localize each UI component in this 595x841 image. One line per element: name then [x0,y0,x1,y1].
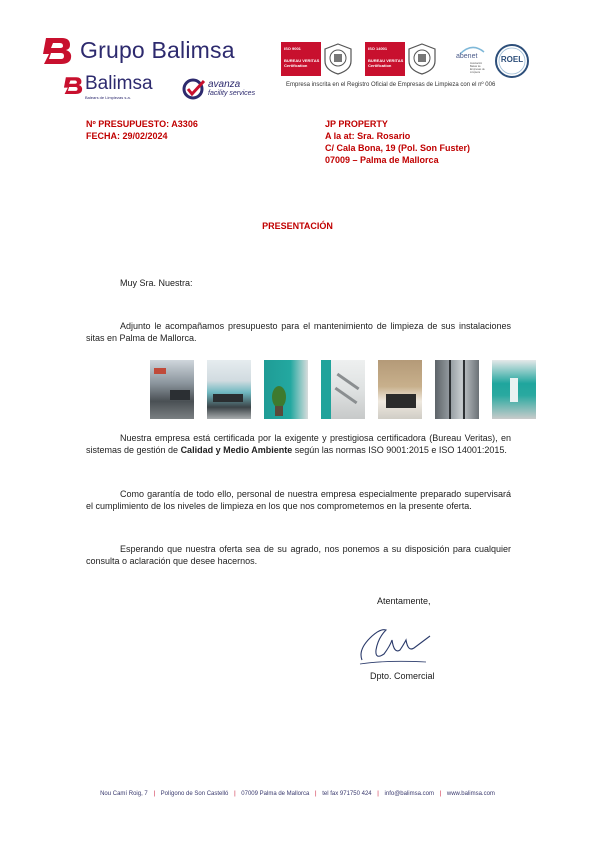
teal-corridor-photo [492,360,536,419]
recipient-address [325,118,470,166]
certification-highlight: Calidad y Medio Ambiente [180,445,293,455]
footer-separator: | [377,791,379,797]
paragraph-certification [86,432,511,456]
salutation: Muy Sra. Nuestra: [120,278,193,288]
balimsa-logo-text: Balimsa [85,73,153,94]
roel-logo [494,43,530,84]
bureau-veritas-seal-icon [407,43,437,75]
footer-address: Nou Camí Roig, 7 [100,791,148,797]
footer-separator: | [315,791,317,797]
glass-office-photo [435,360,479,419]
avanza-logo-subtext: facility services [208,90,256,97]
avanza-check-icon [182,78,206,100]
footer-postal: 07009 Palma de Mallorca [241,791,310,797]
footer-web[interactable]: www.balimsa.com [446,791,495,797]
recipient-company: JP PROPERTY [325,119,388,129]
cert-body-label: BUREAU VERITAS Certification [284,58,320,68]
abenet-logo-text: abenet [456,53,478,60]
cert-iso-label: ISO 14001 [368,46,388,51]
reception-desk-photo [378,360,422,419]
balimsa-logo-subtext: Balears de Limpiezas s.a. [85,95,131,100]
balimsa-small-b-icon [62,74,84,96]
office-plant-photo [264,360,308,419]
recipient-street: C/ Cala Bona, 19 (Pol. Son Fuster) [325,143,471,153]
iso-9001-certification-badge [281,42,365,76]
balimsa-logo [62,74,153,100]
cert-body-label: BUREAU VERITAS Certification [368,58,404,68]
footer-separator: | [234,791,236,797]
certification-norms: según las normas ISO 9001:2015 e ISO 14001:2015. [292,445,507,455]
footer-separator: | [439,791,442,797]
cert-iso-label: ISO 9001 [284,46,301,51]
paragraph-guarantee: Como garantía de todo ello, personal de nuestra empresa especialmente preparado supervisará el cumplimiento de los niveles de limpieza en los que nos comprometemos en la presente oferta. [86,489,511,511]
iso-14001-certification-badge [365,42,449,76]
paragraph-closing: Esperando que nuestra oferta sea de su agrado, nos ponemos a su disposición para cualquier consulta o aclaración que desee hacernos. [86,544,511,566]
staircase-photo [321,360,365,419]
footer-phone: tel fax 971750 424 [322,791,372,797]
closing-phrase: Atentamente, [377,596,431,606]
abenet-logo [456,44,488,78]
quote-number: Nº PRESUPUESTO: A3306 [86,119,198,129]
balimsa-b-icon [40,34,74,66]
paragraph-intro: Adjunto le acompañamos presupuesto para el mantenimiento de limpieza de sus instalaciones sitas en Palma de Mallorca. [86,321,511,343]
grupo-balimsa-logo [40,34,235,66]
bureau-veritas-seal-icon [323,43,353,75]
recipient-attention: A la at: Sra. Rosario [325,131,411,141]
abenet-logo-subtext: Asociación Balear de Empresas de Limpieza [470,62,485,74]
certification-text: Nuestra empresa está certificada por la exigente y prestigiosa certificadora (Bureau Veritas), en sistemas de gestión de [86,433,511,455]
footer-area: Polígono de Son Castelló [160,791,229,797]
letter-title: PRESENTACIÓN [262,221,333,231]
facility-photos [150,360,536,419]
office-corridor-photo [207,360,251,419]
quote-date: FECHA: 29/02/2024 [86,131,168,141]
footer-contact [0,791,595,797]
quote-info [86,118,198,142]
handwritten-signature [356,620,436,673]
group-logo-text: Grupo Balimsa [80,36,235,63]
department-signoff: Dpto. Comercial [370,671,435,681]
roel-logo-text: ROEL [500,55,524,64]
office-room-photo [150,360,194,419]
footer-separator: | [153,791,155,797]
recipient-city: 07009 – Palma de Mallorca [325,155,439,165]
avanza-logo-text: avanza [208,79,241,90]
footer-email[interactable]: info@balimsa.com [384,791,434,797]
registry-note: Empresa inscrita en el Registro Oficial de Empresas de Limpieza con el nº 006 [286,82,496,88]
avanza-logo [182,78,255,100]
